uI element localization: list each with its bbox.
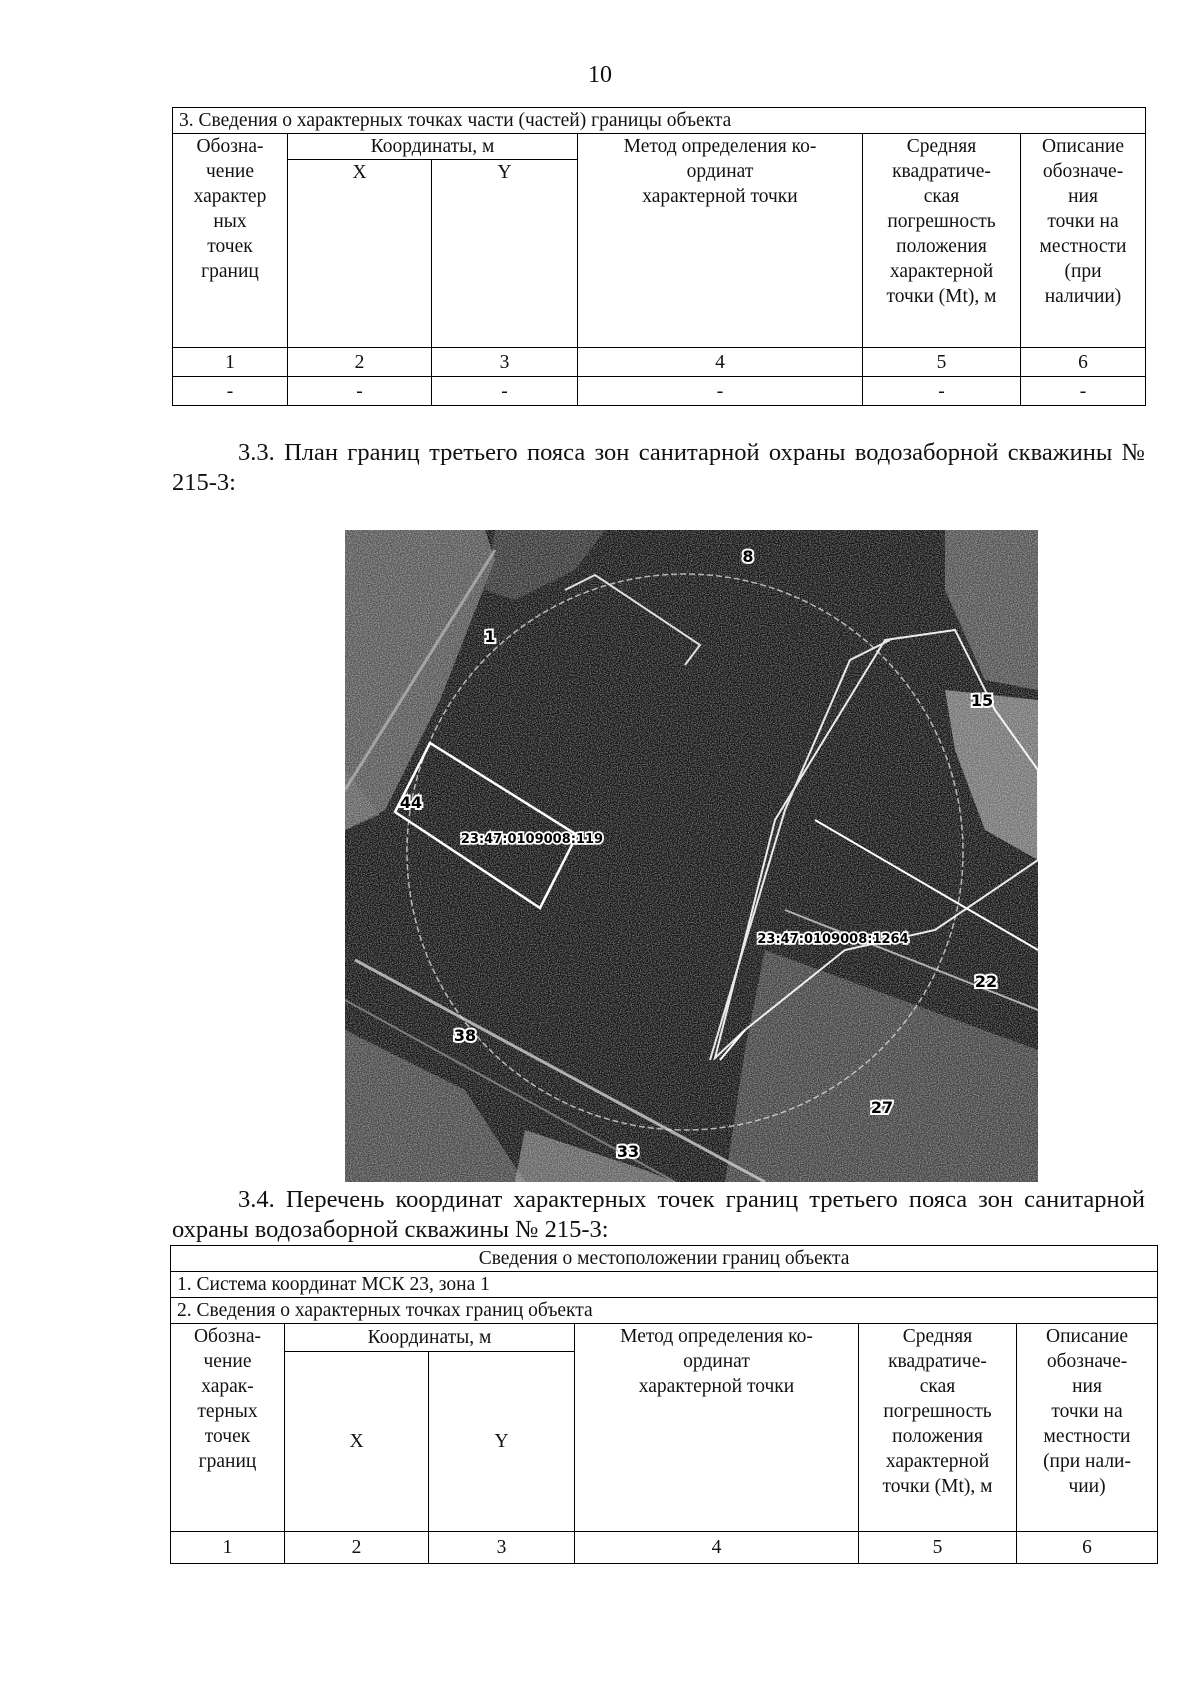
header-coordinates: Координаты, м	[285, 1324, 575, 1352]
section-3-3-heading: 3.3. План границ третьего пояса зон санитарной охраны водозаборной скважины № 215-3:	[172, 439, 1145, 496]
col-number: 1	[173, 348, 288, 377]
header-description: Описание обозначе- ния точки на местности (при наличии)	[1021, 134, 1146, 348]
point-label: 27	[870, 1098, 894, 1117]
col-number: 6	[1021, 348, 1146, 377]
header-designation: Обозна- чение характер ных точек границ	[173, 134, 288, 348]
table-cell: -	[432, 377, 578, 406]
table-cell: -	[863, 377, 1021, 406]
table2-title: Сведения о местоположении границ объекта	[171, 1246, 1158, 1272]
header-designation: Обозна- чение харак- терных точек границ	[171, 1324, 285, 1532]
header-y: Y	[432, 160, 578, 348]
section-3-4-heading: 3.4. Перечень координат характерных точек границ третьего пояса зон санитарной охраны водозаборной скважины № 215-3:	[172, 1186, 1145, 1243]
table-cell: -	[288, 377, 432, 406]
table-cell: -	[1021, 377, 1146, 406]
parcel-label: 23:47:0109008:1264	[757, 932, 909, 947]
point-label: 15	[970, 691, 994, 710]
point-label: 44	[399, 793, 423, 812]
col-number: 2	[288, 348, 432, 377]
boundary-plan-map	[345, 530, 1038, 1182]
header-y: Y	[429, 1352, 575, 1532]
col-number: 5	[859, 1532, 1017, 1564]
col-number: 5	[863, 348, 1021, 377]
page-number: 10	[588, 62, 612, 88]
point-label: 38	[453, 1026, 477, 1045]
point-label: 1	[484, 627, 496, 646]
col-number: 2	[285, 1532, 429, 1564]
col-number: 4	[575, 1532, 859, 1564]
header-x: X	[285, 1352, 429, 1532]
table1-section-title: 3. Сведения о характерных точках части (частей) границы объекта	[173, 108, 1146, 134]
col-number: 4	[578, 348, 863, 377]
col-number: 1	[171, 1532, 285, 1564]
header-coordinates: Координаты, м	[288, 134, 578, 160]
header-error: Средняя квадратиче- ская погрешность положения характерной точки (Mt), м	[863, 134, 1021, 348]
col-number: 3	[432, 348, 578, 377]
point-label: 33	[616, 1142, 640, 1161]
header-error: Средняя квадратиче- ская погрешность положения характерной точки (Mt), м	[859, 1324, 1017, 1532]
header-method: Метод определения ко- ординат характерной точки	[578, 134, 863, 348]
table-cell: -	[173, 377, 288, 406]
characteristic-points-table-part	[172, 107, 1146, 406]
header-method: Метод определения ко- ординат характерной точки	[575, 1324, 859, 1532]
col-number: 3	[429, 1532, 575, 1564]
header-description: Описание обозначе- ния точки на местности (при нали- чии)	[1017, 1324, 1158, 1532]
points-info-row: 2. Сведения о характерных точках границ объекта	[171, 1298, 1158, 1324]
parcel-label: 23:47:0109008:119	[460, 832, 604, 847]
header-x: X	[288, 160, 432, 348]
point-label: 8	[742, 547, 754, 566]
characteristic-points-table	[170, 1245, 1158, 1564]
coordinate-system-row: 1. Система координат МСК 23, зона 1	[171, 1272, 1158, 1298]
col-number: 6	[1017, 1532, 1158, 1564]
point-label: 22	[974, 972, 998, 991]
table-cell: -	[578, 377, 863, 406]
